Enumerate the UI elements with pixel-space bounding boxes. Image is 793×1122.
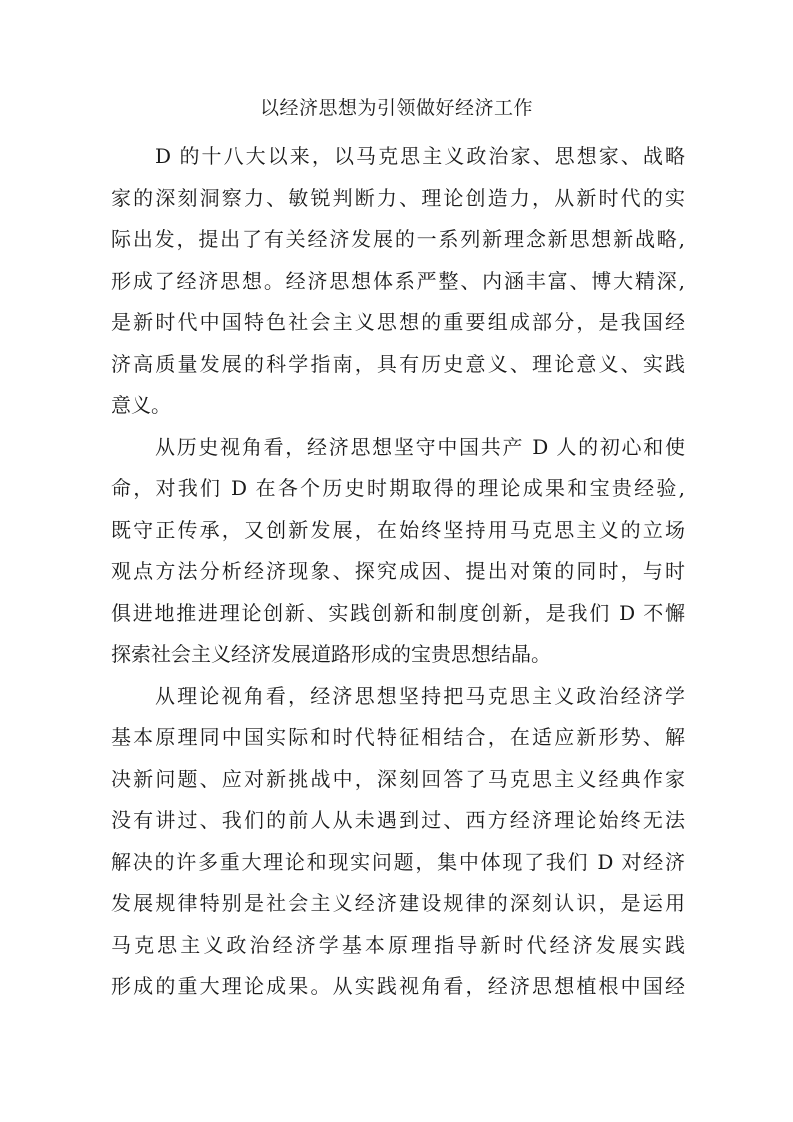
text-line: 命，对我们 D 在各个历史时期取得的理论成果和宝贵经验, [111, 476, 685, 500]
text-line: 马克思主义政治经济学基本原理指导新时代经济发展实践 [111, 932, 685, 957]
text-line: 济高质量发展的科学指南，具有历史意义、理论意义、实践 [111, 351, 685, 376]
text-line: 意义。 [111, 393, 171, 417]
document-title: 以经济思想为引领做好经济工作 [259, 97, 533, 119]
text-line: 没有讲过、我们的前人从未遇到过、西方经济理论始终无法 [111, 808, 685, 832]
text-line: 俱进地推进理论创新、实践创新和制度创新，是我们 D 不懈 [111, 600, 685, 625]
text-line: 形成了经济思想。经济思想体系严整、内涵丰富、博大精深, [111, 268, 685, 293]
text-line: 际出发，提出了有关经济发展的一系列新理念新思想新战略, [111, 227, 685, 251]
text-line: 基本原理同中国实际和时代特征相结合，在适应新形势、解 [111, 725, 685, 749]
text-line: 形成的重大理论成果。从实践视角看，经济思想植根中国经 [111, 974, 685, 998]
text-line: 探索社会主义经济发展道路形成的宝贵思想结晶。 [111, 642, 551, 666]
text-line: D 的十八大以来，以马克思主义政治家、思想家、战略 [155, 144, 685, 168]
text-line: 决新问题、应对新挑战中，深刻回答了马克思主义经典作家 [111, 766, 685, 791]
document-body [111, 136, 685, 1008]
text-line: 家的深刻洞察力、敏锐判断力、理论创造力，从新时代的实 [111, 185, 685, 210]
text-line: 既守正传承，又创新发展，在始终坚持用马克思主义的立场 [111, 517, 685, 542]
text-line: 从历史视角看，经济思想坚守中国共产 D 人的初心和使 [155, 434, 685, 459]
text-line: 发展规律特别是社会主义经济建设规律的深刻认识，是运用 [111, 891, 685, 915]
text-line: 观点方法分析经济现象、探究成因、提出对策的同时，与时 [111, 559, 685, 583]
text-line: 解决的许多重大理论和现实问题，集中体现了我们 D 对经济 [111, 849, 685, 874]
text-line: 从理论视角看，经济思想坚持把马克思主义政治经济学 [155, 683, 685, 708]
text-line: 是新时代中国特色社会主义思想的重要组成部分，是我国经 [111, 310, 685, 334]
